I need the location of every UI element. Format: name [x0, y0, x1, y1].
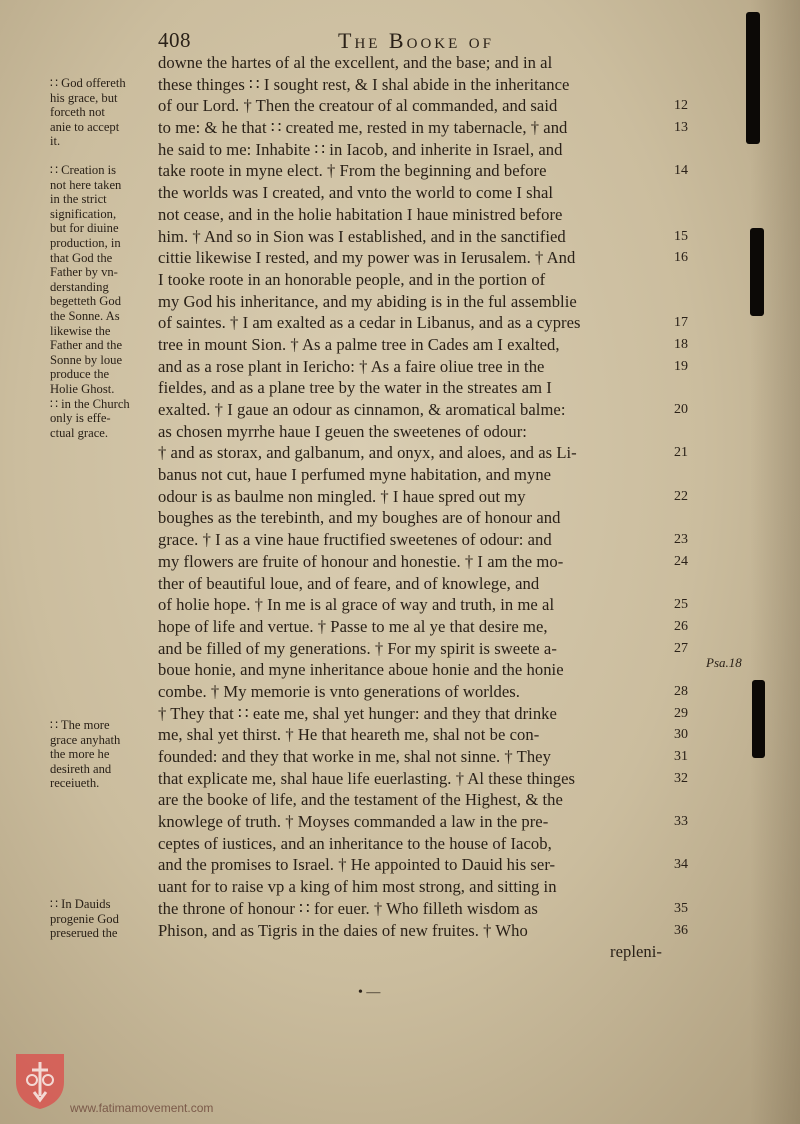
page-edge-shadow — [750, 0, 800, 1124]
body-line: the worlds was I created, and vnto the world to come I shal — [158, 183, 554, 203]
margin-note-line: ctual grace. — [50, 425, 109, 440]
body-line: ther of beautiful loue, and of feare, and of knowlege, and — [158, 573, 540, 593]
margin-note-line: ∷ The more — [50, 718, 110, 732]
fatima-movement-logo — [14, 1052, 66, 1110]
binding-bar-middle — [750, 228, 764, 316]
body-line: that explicate me, shal haue life euerlasting. † Al these thinges — [158, 768, 576, 788]
margin-note-line: produce the — [50, 367, 110, 382]
verse-number: 21 — [674, 445, 688, 461]
margin-note-line: likewise the — [50, 323, 111, 338]
body-line: my flowers are fruite of honour and honestie. † I am the mo- — [158, 551, 564, 571]
margin-note-line: progenie God — [50, 911, 119, 926]
verse-number — [674, 139, 704, 161]
margin-note-creation — [50, 163, 156, 440]
verse-number — [674, 74, 704, 96]
body-line: and be filled of my generations. † For my spirit is sweete a- — [158, 638, 557, 658]
verse-number: 29 — [674, 705, 688, 721]
verse-number — [674, 269, 704, 291]
margin-note-dauid — [50, 897, 156, 941]
verse-number — [674, 833, 704, 855]
body-line: tree in mount Sion. † As a palme tree in Cades am I exalted, — [158, 334, 560, 354]
margin-note-line: grace anyhath — [50, 732, 121, 747]
margin-note-line: the more he — [50, 747, 110, 762]
body-line: not cease, and in the holie habitation I haue ministred before — [158, 204, 563, 224]
margin-note-line: his grace, but — [50, 90, 118, 105]
verse-number: 27 — [674, 640, 688, 656]
verse-number — [674, 789, 704, 811]
margin-note-line: Holie Ghost. — [50, 381, 115, 396]
verse-number: 22 — [674, 488, 688, 504]
verse-number: 35 — [674, 900, 688, 916]
body-line: odour is as baulme non mingled. † I haue spred out my — [158, 486, 526, 506]
body-line: knowlege of truth. † Moyses commanded a law in the pre- — [158, 812, 549, 832]
verse-number: 13 — [674, 120, 688, 136]
verse-number — [674, 659, 704, 681]
verse-number: 30 — [674, 727, 688, 743]
binding-bar-top — [746, 12, 760, 144]
body-line: the throne of honour ∷ for euer. † Who filleth wisdom as — [158, 898, 538, 918]
verse-number: 34 — [674, 857, 688, 873]
verse-number: 23 — [674, 532, 688, 548]
body-line: Phison, and as Tigris in the daies of new fruites. † Who — [158, 920, 528, 940]
verse-number: 24 — [674, 553, 688, 569]
verse-number: 32 — [674, 770, 688, 786]
binding-bar-lower — [752, 680, 765, 758]
body-line: repleni- — [610, 942, 662, 962]
margin-note-line: ∷ Creation is — [50, 163, 117, 177]
body-line: these thinges ∷ I sought rest, & I shal abide in the inheritance — [158, 74, 570, 94]
margin-note-line: desireth and — [50, 761, 112, 776]
verse-number — [674, 421, 704, 443]
margin-note-line: receiueth. — [50, 776, 100, 791]
verse-number — [674, 291, 704, 313]
body-line: exalted. † I gaue an odour as cinnamon, & aromatical balme: — [158, 400, 566, 419]
margin-note-line: but for diuine — [50, 221, 119, 236]
page-header — [158, 28, 678, 52]
verse-number — [674, 52, 704, 74]
body-line: combe. † My memorie is vnto generations of worldes. — [158, 681, 521, 701]
verse-number — [674, 204, 704, 226]
verse-number: 19 — [674, 358, 688, 374]
body-line: boue honie, and myne inheritance aboue honie and the honie — [158, 660, 564, 680]
body-line: grace. † I as a vine haue fructified sweetenes of odour: and — [158, 530, 552, 550]
body-line: uant for to raise vp a king of him most strong, and sitting in — [158, 877, 557, 897]
body-line: hope of life and vertue. † Passe to me al ye that desire me, — [158, 616, 548, 636]
verse-number: 15 — [674, 228, 688, 244]
margin-note-line: ∷ God offereth — [50, 76, 126, 90]
verse-number — [674, 464, 704, 486]
margin-note-line: Father by vn- — [50, 265, 118, 280]
verse-number: 28 — [674, 683, 688, 699]
body-line: my God his inheritance, and my abiding is in the ful assemblie — [158, 291, 577, 311]
verse-number — [674, 182, 704, 204]
verse-number: 25 — [674, 597, 688, 613]
body-line: † They that ∷ eate me, shal yet hunger: and they that drinke — [158, 703, 557, 723]
verse-number: 33 — [674, 814, 688, 830]
margin-note-line: begetteth God — [50, 294, 121, 309]
verse-number: 16 — [674, 250, 688, 266]
body-line: of our Lord. † Then the creatour of al commanded, and said — [158, 96, 558, 116]
body-line: founded: and they that worke in me, shal not sinne. † They — [158, 747, 551, 766]
body-line: and the promises to Israel. † He appointed to Dauid his ser- — [158, 855, 556, 875]
margin-note-more-grace — [50, 718, 156, 791]
margin-note-line: ∷ in the Church — [50, 396, 130, 411]
body-line: to me: & he that ∷ created me, rested in my tabernacle, † and — [158, 118, 568, 138]
body-line: me, shal yet thirst. † He that heareth me, shal not be con- — [158, 725, 540, 745]
verse-number-column — [674, 52, 704, 963]
margin-note-line: signification, — [50, 206, 117, 221]
verse-number: 14 — [674, 163, 688, 179]
verse-number: 17 — [674, 315, 688, 331]
margin-note-grace — [50, 76, 156, 149]
margin-note-line: that God the — [50, 250, 113, 265]
margin-note-line: Father and the — [50, 338, 123, 353]
body-line: downe the hartes of al the excellent, and the base; and in al — [158, 53, 553, 72]
body-text — [158, 52, 680, 963]
marginal-reference: Psa.18 — [706, 655, 742, 670]
body-line: of saintes. † I am exalted as a cedar in Libanus, and as a cypres — [158, 313, 581, 333]
body-line: and as a rose plant in Iericho: † As a faire oliue tree in the — [158, 356, 545, 376]
verse-number — [674, 941, 704, 963]
verse-number: 31 — [674, 749, 688, 764]
verse-number: 18 — [674, 336, 688, 352]
body-line: cittie likewise I rested, and my power was in Ierusalem. † And — [158, 248, 576, 268]
verse-number — [674, 876, 704, 898]
margin-note-line: production, in — [50, 235, 121, 250]
verse-number — [674, 573, 704, 595]
verse-number — [674, 377, 704, 399]
body-line: fieldes, and as a plane tree by the water in the streates am I — [158, 378, 552, 398]
body-line: ceptes of iustices, and an inheritance to the house of Iacob, — [158, 833, 552, 853]
running-title: The Booke of — [338, 28, 494, 53]
body-line: banus not cut, haue I perfumed myne habitation, and myne — [158, 465, 552, 485]
margin-note-line: not here taken — [50, 177, 122, 192]
margin-note-line: in the strict — [50, 192, 107, 207]
margin-note-line: ∷ In Dauids — [50, 897, 111, 911]
body-line: as chosen myrrhe haue I geuen the sweetenes of odour: — [158, 421, 527, 441]
verse-number: 26 — [674, 618, 688, 634]
margin-note-line: anie to accept — [50, 119, 120, 134]
margin-note-line: derstanding — [50, 279, 109, 294]
page-number: 408 — [158, 28, 191, 52]
ornament-mark: • — — [358, 985, 381, 1000]
body-line: of holie hope. † In me is al grace of way and truth, in me al — [158, 595, 555, 615]
verse-number — [674, 507, 704, 529]
margin-note-line: the Sonne. As — [50, 308, 120, 323]
body-line: I tooke roote in an honorable people, and in the portion of — [158, 269, 546, 289]
body-line: † and as storax, and galbanum, and onyx, and aloes, and as Li- — [158, 443, 577, 463]
body-line: take roote in myne elect. † From the beginning and before — [158, 161, 547, 181]
margin-note-line: forceth not — [50, 105, 105, 120]
verse-number: 36 — [674, 922, 688, 938]
body-line: boughes as the terebinth, and my boughes are of honour and — [158, 508, 561, 528]
body-line: he said to me: Inhabite ∷ in Iacob, and inherite in Israel, and — [158, 139, 563, 159]
margin-note-line: it. — [50, 134, 61, 149]
margin-note-line: Sonne by loue — [50, 352, 123, 367]
margin-note-line: only is effe- — [50, 411, 111, 426]
verse-number: 20 — [674, 402, 688, 417]
body-line: are the booke of life, and the testament of the Highest, & the — [158, 790, 563, 810]
verse-number: 12 — [674, 98, 688, 114]
body-line: him. † And so in Sion was I established, and in the sanctified — [158, 226, 566, 246]
footer-url-link[interactable]: www.fatimamovement.com — [70, 1101, 214, 1115]
margin-note-line: preserued the — [50, 926, 118, 941]
